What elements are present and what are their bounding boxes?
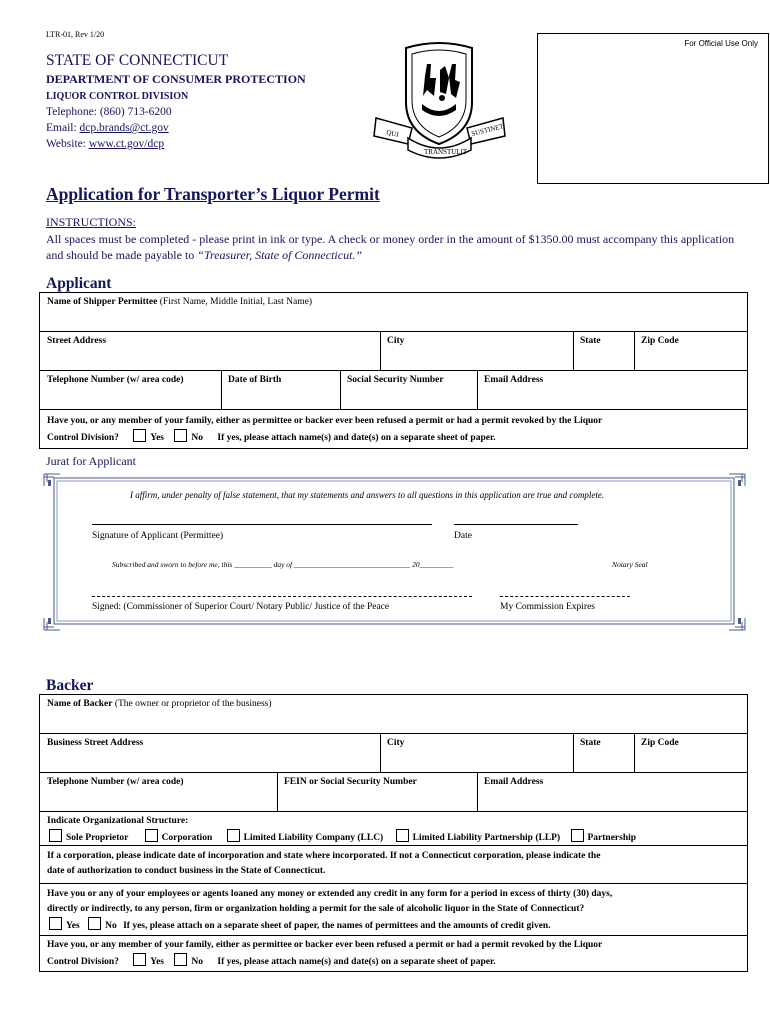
- email-address-field[interactable]: Email Address: [484, 375, 544, 385]
- fein-ssn-field[interactable]: FEIN or Social Security Number: [284, 777, 417, 787]
- affirm-statement: I affirm, under penalty of false statement, that my statements and answers to all questions in this application are true and complete.: [130, 490, 605, 500]
- page-title: Application for Transporter’s Liquor Permit: [46, 184, 380, 204]
- date-of-birth-field[interactable]: Date of Birth: [228, 375, 282, 385]
- backer-refused-question: Have you, or any member of your family, either as permittee or backer ever been refused a permit or had a permit revoked by the Liquor Control Division? Yes No If yes, please attach name(s) and date(s) on a separate sheet of paper.: [47, 940, 603, 967]
- corporation-checkbox[interactable]: [145, 829, 158, 842]
- svg-text:SUSTINET: SUSTINET: [470, 122, 505, 138]
- jurat-heading: Jurat for Applicant: [46, 454, 136, 468]
- city-field[interactable]: City: [387, 336, 405, 346]
- telephone-number: (860) 713-6200: [99, 106, 172, 118]
- sole-proprietor-checkbox[interactable]: [49, 829, 62, 842]
- backer-state-field[interactable]: State: [580, 738, 601, 748]
- official-use-label: For Official Use Only: [684, 39, 758, 48]
- signature-line[interactable]: [92, 524, 432, 525]
- website-link[interactable]: www.ct.gov/dcp: [88, 138, 165, 150]
- jurat-box: [42, 472, 747, 632]
- date-line[interactable]: [454, 524, 578, 525]
- backer-refused-yes-checkbox[interactable]: [133, 953, 146, 966]
- credit-yes-checkbox[interactable]: [49, 917, 62, 930]
- applicant-heading: Applicant: [46, 275, 112, 292]
- commissioner-signature-line[interactable]: [92, 596, 472, 597]
- commission-expires-label: My Commission Expires: [500, 602, 596, 612]
- notary-seal-label: Notary Seal: [612, 560, 648, 569]
- instructions-heading: INSTRUCTIONS:: [46, 215, 137, 229]
- credit-question: Have you or any of your employees or agents loaned any money or extended any credit in any form for a period in excess of thirty (30) days, directly or indirectly, to any person, firm or organization holding a permit for the sale of alcoholic liquor in the State of Connecticut? Yes No If yes, please attach on a separate sheet of paper, the names of permittees and the amounts of credit given.: [47, 889, 613, 931]
- state-field[interactable]: State: [580, 336, 601, 346]
- credit-no-checkbox[interactable]: [88, 917, 101, 930]
- sworn-line[interactable]: Subscribed and sworn to before me, this __________ day of _______________________________ 20_________: [112, 560, 454, 569]
- applicant-refused-no-checkbox[interactable]: [174, 429, 187, 442]
- email-line: Email: dcp.brands@ct.gov: [46, 122, 169, 134]
- backer-email-field[interactable]: Email Address: [484, 777, 544, 787]
- svg-text:QUI: QUI: [385, 128, 400, 139]
- applicant-refused-question: Have you, or any member of your family, either as permittee or backer ever been refused a permit or had a permit revoked by the Liquor Control Division? Yes No If yes, please attach name(s) and date(s) on a separate sheet of paper.: [47, 416, 603, 443]
- payee: “Treasurer, State of Connecticut.”: [197, 248, 363, 262]
- backer-heading: Backer: [46, 677, 94, 694]
- backer-city-field[interactable]: City: [387, 738, 405, 748]
- street-address-field[interactable]: Street Address: [47, 336, 107, 346]
- date-label: Date: [454, 531, 472, 541]
- backer-street-field[interactable]: Business Street Address: [47, 738, 144, 748]
- applicant-refused-yes-checkbox[interactable]: [133, 429, 146, 442]
- shipper-name-field[interactable]: Name of Shipper Permittee (First Name, Middle Initial, Last Name): [47, 297, 312, 307]
- llp-checkbox[interactable]: [396, 829, 409, 842]
- llc-checkbox[interactable]: [227, 829, 240, 842]
- instructions-text: All spaces must be completed - please print in ink or type. A check or money order in the amount of $1350.00 must accompany this application and should be made payable to “Treasurer, State of Connecticut.”: [46, 232, 735, 262]
- ssn-field[interactable]: Social Security Number: [347, 375, 444, 385]
- partnership-checkbox[interactable]: [571, 829, 584, 842]
- form-number: LTR-01, Rev 1/20: [46, 30, 105, 39]
- telephone-line: Telephone: (860) 713-6200: [46, 106, 172, 118]
- signed-label: Signed: (Commissioner of Superior Court/ Notary Public/ Justice of the Peace: [92, 602, 390, 612]
- corporation-note[interactable]: If a corporation, please indicate date of incorporation and state where incorporated. If not a Connecticut corporation, please indicate the date of authorization to conduct business in the State of Connecticut.: [47, 851, 601, 876]
- telephone-field[interactable]: Telephone Number (w/ area code): [47, 375, 184, 385]
- division-name: LIQUOR CONTROL DIVISION: [46, 91, 189, 102]
- backer-zip-field[interactable]: Zip Code: [641, 738, 679, 748]
- org-structure: Indicate Organizational Structure: Sole Proprietor Corporation Limited Liability Company (LLC) Limited Liability Partnership (LLP) Partnership: [47, 816, 637, 843]
- commission-expires-line[interactable]: [500, 596, 630, 597]
- email-link[interactable]: dcp.brands@ct.gov: [79, 122, 169, 134]
- svg-text:TRANSTULIT: TRANSTULIT: [424, 148, 468, 156]
- state-seal-icon: [372, 40, 507, 160]
- state-name: STATE OF CONNECTICUT: [46, 52, 229, 69]
- applicant-section: [39, 292, 748, 449]
- website-line: Website: www.ct.gov/dcp: [46, 138, 165, 150]
- department-name: DEPARTMENT OF CONSUMER PROTECTION: [46, 72, 306, 86]
- backer-telephone-field[interactable]: Telephone Number (w/ area code): [47, 777, 184, 787]
- official-use-box: [537, 33, 769, 184]
- zip-code-field[interactable]: Zip Code: [641, 336, 679, 346]
- backer-refused-no-checkbox[interactable]: [174, 953, 187, 966]
- backer-name-field[interactable]: Name of Backer (The owner or proprietor of the business): [47, 699, 272, 709]
- org-structure-label: Indicate Organizational Structure:: [47, 816, 189, 826]
- signature-label: Signature of Applicant (Permittee): [92, 531, 224, 541]
- backer-section: [39, 694, 748, 972]
